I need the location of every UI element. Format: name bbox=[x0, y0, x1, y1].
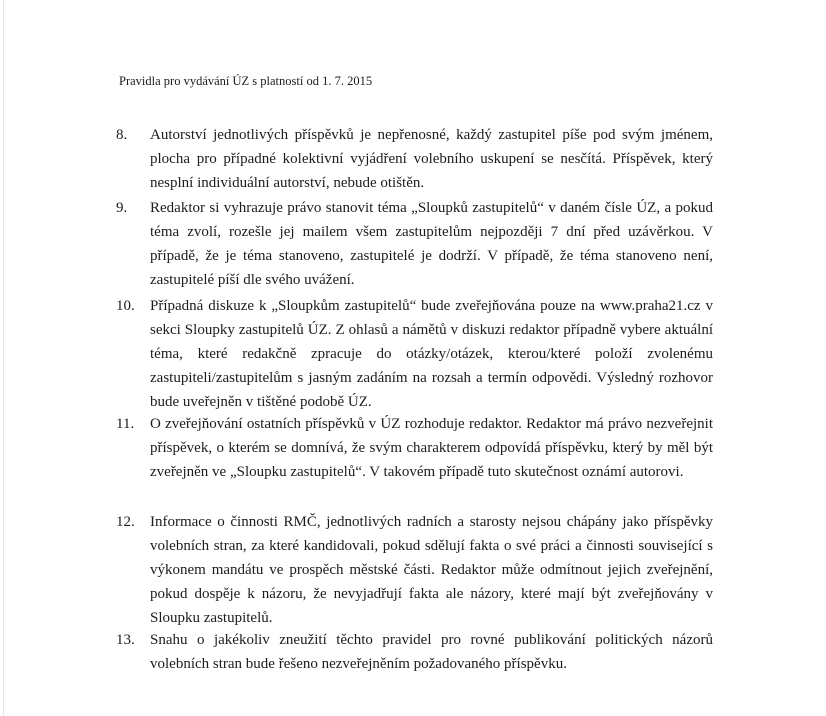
rule-number: 13. bbox=[116, 632, 135, 648]
rule-text: Autorství jednotlivých příspěvků je nepřenosné, každý zastupitel píše pod svým jménem, plocha pro případné kolektivní vyjádření volebního uskupení se nesčítá. Příspěvek, který nesplní individuální autorství, nebude otištěn. bbox=[150, 127, 713, 191]
rule-text: Snahu o jakékoliv zneužití těchto pravidel pro rovné publikování politických názorů volebních stran bude řešeno nezveřejněním požadovaného příspěvku. bbox=[150, 632, 713, 672]
rule-number: 9. bbox=[116, 200, 128, 216]
rule-number: 11. bbox=[116, 416, 135, 432]
rule-number: 10. bbox=[116, 298, 135, 314]
rule-text: Informace o činnosti RMČ, jednotlivých radních a starosty nejsou chápány jako příspěvky volebních stran, za které kandidovali, pokud sdělují fakta o své práci a činnosti související s výkonem mandátu ve prospěch městské části. Redaktor může odmítnout jejich zveřejnění, pokud dospěje k názoru, že nevyjadřují fakta ale názory, které mají být zveřejňovány v Sloupku zastupitelů. bbox=[150, 514, 713, 626]
rule-number: 12. bbox=[116, 514, 135, 530]
scan-edge-line bbox=[3, 0, 4, 716]
rule-text: Případná diskuze k „Sloupkům zastupitelů“ bude zveřejňována pouze na www.praha21.cz v sekci Sloupky zastupitelů ÚZ. Z ohlasů a námětů v diskuzi redaktor případně vybere aktuální téma, které redakčně zpracuje do otázky/otázek, kterou/které položí zvolenému zastupiteli/zastupitelům s jasným zadáním na rozsah a termín odpovědi. Výsledný rozhovor bude uveřejněn v tištěné podobě ÚZ. bbox=[150, 298, 713, 410]
page-header: Pravidla pro vydávání ÚZ s platností od 1. 7. 2015 bbox=[119, 74, 373, 88]
rule-text: Redaktor si vyhrazuje právo stanovit téma „Sloupků zastupitelů“ v daném čísle ÚZ, a pokud téma zvolí, rozešle jej mailem všem zastupitelům nejpozději 7 dní před uzávěrkou. V případě, že je téma stanoveno, zastupitelé je dodrží. V případě, že téma stanoveno není, zastupitelé píší dle svého uvážení. bbox=[150, 200, 713, 288]
rule-number: 8. bbox=[116, 127, 128, 143]
rule-text: O zveřejňování ostatních příspěvků v ÚZ rozhoduje redaktor. Redaktor má právo nezveřejnit příspěvek, o kterém se domnívá, že svým charakterem odpovídá příspěvku, který by měl být zveřejněn ve „Sloupku zastupitelů“. V takovém případě tuto skutečnost oznámí autorovi. bbox=[150, 416, 713, 480]
